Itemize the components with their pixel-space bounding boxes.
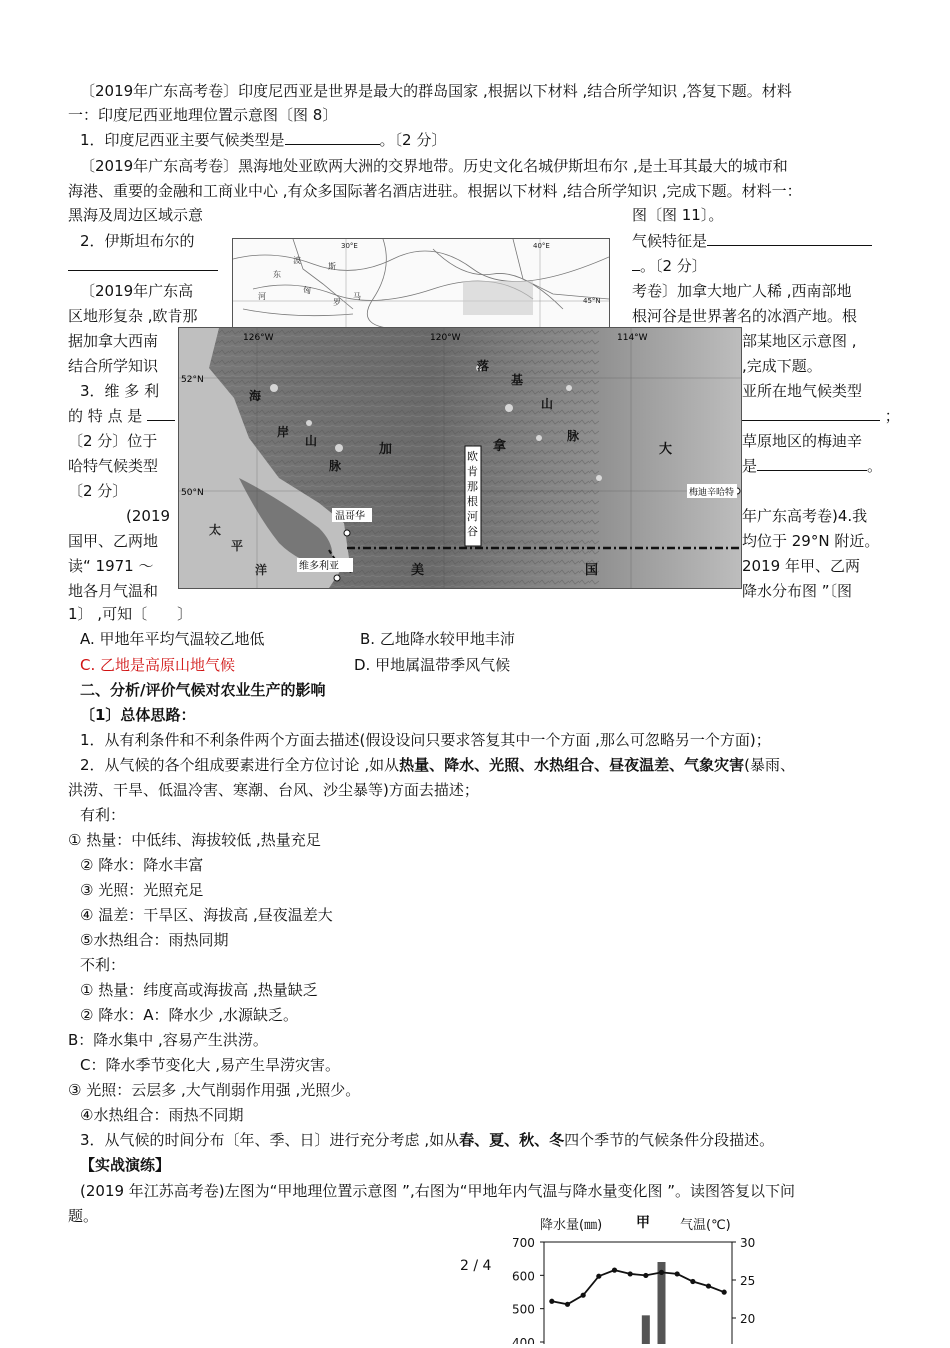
temperature-point [596, 1274, 601, 1279]
section2-p2d: 洪涝、干旱、低温冷害、寒潮、台风、沙尘暴等)方面去描述； [68, 781, 479, 799]
p3-text-bold: 春、夏、秋、冬 [459, 1131, 565, 1149]
temperature-point [628, 1271, 633, 1276]
q4-f: 2019 年甲、乙两 [742, 557, 860, 575]
q4-g: 地各月气温和 [68, 582, 159, 600]
q4-h: 降水分布图 ”〔图 [742, 582, 853, 600]
q3-c-text: 的 特 点 是 [68, 407, 143, 425]
temperature-point [690, 1279, 695, 1284]
option-b[interactable]: B. 乙地降水较甲地丰沛 [360, 630, 515, 648]
q2-part-b [632, 231, 872, 251]
valley-char-4: 根 [467, 495, 478, 508]
lat-52-label: 52°N [181, 375, 204, 385]
left-tick-label: 500 [512, 1302, 535, 1317]
canada-map-svg [179, 328, 741, 588]
canada-h: ,完成下题。 [742, 357, 822, 375]
temperature-point [722, 1290, 727, 1295]
label-ji: 基 [511, 373, 524, 387]
q2-part-c [632, 256, 707, 276]
p3-text-c: 四个季节的气候条件分段描述。 [564, 1131, 775, 1149]
favorable-heading: 有利： [80, 806, 126, 824]
unfavorable-5: ③ 光照：云层多 ,大气削弱作用强 ,光照少。 [68, 1081, 361, 1099]
favorable-5: ⑤水热组合：雨热同期 [80, 931, 229, 949]
chart-ylabel-right: 气温(℃) [680, 1218, 731, 1233]
place-char-3: 斯 [328, 262, 336, 271]
unfavorable-6: ④水热组合：雨热不同期 [80, 1106, 244, 1124]
q1-answer-blank[interactable] [285, 130, 380, 145]
question-1 [80, 130, 446, 150]
practice-line-2: 题。 [68, 1207, 99, 1225]
climate-chart [508, 1214, 778, 1344]
unfavorable-2: ② 降水：A：降水少 ,水源缺乏。 [80, 1006, 299, 1024]
label-shan2: 山 [541, 397, 554, 411]
q3-f: 草原地区的梅迪辛 [742, 432, 863, 450]
label-mai: 脉 [329, 459, 342, 473]
q3-h [742, 456, 882, 476]
q3-i-text: 。 [867, 457, 883, 475]
q3-b: 亚所在地气候类型 [742, 382, 863, 400]
q3-c [68, 406, 175, 426]
q4-a: (2019 [126, 507, 171, 525]
q2-b-text: 气候特征是 [632, 232, 708, 250]
place-char-4: 匈 [303, 286, 311, 295]
left-tick-label: 400 [512, 1336, 535, 1344]
chart-frame [544, 1242, 732, 1344]
canada-relief-map [178, 327, 742, 589]
unfavorable-4: C：降水季节变化大 ,易产生旱涝灾害。 [80, 1056, 341, 1074]
canada-e: 据加拿大西南 [68, 332, 159, 350]
q4-b: 年广东高考卷)4.我 [742, 507, 868, 525]
lon-40-label: 40°E [533, 242, 550, 250]
chart-title: 甲 [636, 1215, 650, 1231]
label-da: 大 [659, 442, 673, 457]
favorable-1: ① 热量：中低纬、海拔较低 ,热量充足 [68, 831, 321, 849]
section2-p1: 1．从有利条件和不利条件两个方面去描述(假设设问只要求答复其中一个方面 ,那么可忽略另一个方面)； [80, 731, 771, 749]
medicine-hat-label: 梅迪辛哈特 [689, 488, 735, 498]
temperature-point [675, 1271, 680, 1276]
label-an: 岸 [277, 425, 290, 439]
practice-line-1: (2019 年江苏高考卷)左图为“甲地理位置示意图 ”,右图为“甲地年内气温与降水量变化图 ”。读图答复以下问 [80, 1182, 796, 1200]
label-mai2: 脉 [567, 429, 580, 443]
canada-d: 根河谷是世界著名的冰酒产地。根 [632, 307, 858, 325]
temperature-point [643, 1273, 648, 1278]
black-sea-map [232, 238, 610, 330]
valley-char-6: 谷 [467, 525, 478, 538]
p2-text-c: (暴雨、 [744, 756, 795, 774]
q4-e: 读“ 1971 ～ [68, 557, 154, 575]
label-mei: 美 [411, 563, 425, 578]
q3-j: 〔2 分〕 [68, 482, 128, 500]
place-char-5: 罗 [333, 298, 341, 307]
label-ping: 平 [231, 539, 244, 553]
q3-blank-2[interactable] [742, 406, 880, 421]
q3-a: 3．维 多 利 [80, 382, 160, 400]
q4-c: 国甲、乙两地 [68, 532, 159, 550]
label-yang: 洋 [255, 563, 268, 577]
canada-b: 考卷〕加拿大地广人稀 ,西南部地 [632, 282, 852, 300]
q1-score: 。〔2 分〕 [379, 131, 447, 149]
victoria-label: 维多利亚 [299, 561, 339, 572]
label-tai: 太 [209, 523, 222, 537]
option-a[interactable]: A. 甲地年平均气温较乙地低 [80, 630, 265, 648]
valley-char-1: 欧 [467, 450, 478, 463]
canada-a: 〔2019年广东高 [80, 282, 194, 300]
label-hai: 海 [249, 389, 262, 403]
favorable-3: ③ 光照：光照充足 [80, 881, 204, 899]
q2-blank-2[interactable] [68, 256, 218, 271]
lat-45-label: 45°N [583, 297, 601, 305]
blacksea-line-1: 〔2019年广东高考卷〕黑海地处亚欧两大洲的交界地带。历史文化名城伊斯坦布尔 ,是土耳其最大的城市和 [80, 157, 788, 175]
section2-p2 [80, 755, 795, 775]
section2-sub: 〔1〕总体思路： [80, 706, 196, 724]
temperature-point [549, 1299, 554, 1304]
unfavorable-heading: 不利： [80, 956, 126, 974]
q2-part-a: 2．伊斯坦布尔的 [80, 232, 195, 250]
right-tick-label: 20 [740, 1312, 756, 1326]
page-number: 2 / 4 [460, 1258, 492, 1274]
q3-d [742, 406, 900, 426]
p3-text-a: 3．从气候的时间分布〔年、季、日〕进行充分考虑 ,如从 [80, 1131, 460, 1149]
lon-126-label: 126°W [243, 333, 274, 343]
blacksea-line-3b: 图〔图 11〕。 [632, 206, 724, 224]
lon-120-label: 120°W [430, 333, 461, 343]
q2-blank-3[interactable] [632, 256, 640, 271]
label-shan: 山 [305, 434, 318, 448]
section2-title: 二、分析/评价气候对农业生产的影响 [80, 681, 326, 699]
label-luo: 落 [477, 359, 490, 373]
temperature-point [581, 1293, 586, 1298]
q4-i: 1〕 ,可知〔 〕 [68, 605, 193, 623]
q3-e: 〔2 分〕位于 [68, 432, 158, 450]
intro-line-1: 〔2019年广东高考卷〕印度尼西亚是世界是最大的群岛国家 ,根据以下材料 ,结合所学知识 ,答复下题。材料 [80, 82, 792, 100]
option-d[interactable]: D. 甲地属温带季风气候 [354, 656, 511, 674]
vancouver-label: 温哥华 [335, 511, 365, 522]
place-char-6: 马 [353, 292, 361, 301]
valley-char-5: 河 [467, 510, 478, 523]
blacksea-line-3a: 黑海及周边区域示意 [68, 206, 204, 224]
q1-text: 1．印度尼西亚主要气候类型是 [80, 131, 285, 149]
valley-char-3: 那 [467, 480, 478, 493]
q2-blank-left [68, 256, 218, 276]
q2-c-text: 。〔2 分〕 [640, 257, 707, 275]
chart-ylabel-left: 降水量(㎜) [540, 1218, 603, 1233]
canada-c: 区地形复杂 ,欧肯那 [68, 307, 198, 325]
p2-text-bold: 热量、降水、光照、水热组合、昼夜温差、气象灾害 [399, 756, 745, 774]
practice-heading: 【实战演练】 [80, 1156, 171, 1174]
right-tick-label: 30 [740, 1236, 756, 1250]
lon-30-label: 30°E [341, 242, 358, 250]
q3-h-text: 是 [742, 457, 758, 475]
lat-50-label: 50°N [181, 488, 204, 498]
p2-text-a: 2．从气候的各个组成要素进行全方位讨论 ,如从 [80, 756, 400, 774]
label-jia: 加 [379, 442, 393, 457]
temperature-point [612, 1268, 617, 1273]
place-char-1: 波 [293, 256, 301, 265]
unfavorable-3: B：降水集中 ,容易产生洪涝。 [68, 1031, 268, 1049]
temperature-point [565, 1302, 570, 1307]
canada-f: 部某地区示意图 , [742, 332, 857, 350]
place-char-2: 东 [273, 270, 281, 279]
temperature-line [552, 1270, 724, 1304]
q3-blank-3[interactable] [757, 456, 867, 471]
canada-g: 结合所学知识 [68, 357, 159, 375]
unfavorable-1: ① 热量：纬度高或海拔高 ,热量缺乏 [80, 981, 318, 999]
left-tick-label: 700 [512, 1236, 535, 1250]
left-tick-label: 600 [512, 1269, 535, 1284]
label-na: 拿 [493, 439, 507, 454]
place-char-7: 河 [258, 292, 266, 301]
label-guo: 国 [585, 563, 599, 578]
lon-114-label: 114°W [617, 333, 648, 343]
black-sea-map-svg [233, 239, 609, 329]
q3-g: 哈特气候类型 [68, 457, 159, 475]
section2-p3 [80, 1130, 774, 1150]
q3-d-text: ； [884, 407, 900, 425]
climate-chart-svg [508, 1214, 778, 1344]
intro-line-2: 一：印度尼西亚地理位置示意图〔图 8〕 [68, 106, 338, 124]
option-c[interactable]: C. 乙地是高原山地气候 [80, 656, 236, 674]
blacksea-line-2: 海港、重要的金融和工商业中心 ,有众多国际著名酒店进驻。根据以下材料 ,结合所学知识 ,完成下题。材料一： [68, 182, 802, 200]
temperature-point [659, 1270, 664, 1275]
temperature-point [706, 1283, 711, 1288]
favorable-4: ④ 温差：干旱区、海拔高 ,昼夜温差大 [80, 906, 333, 924]
precip-bar [642, 1315, 650, 1344]
q2-blank-1[interactable] [707, 231, 872, 246]
valley-char-2: 肯 [467, 465, 478, 478]
q4-d: 均位于 29°N 附近。 [742, 532, 880, 550]
q3-blank-1[interactable] [147, 406, 175, 421]
right-tick-label: 25 [740, 1274, 756, 1288]
favorable-2: ② 降水：降水丰富 [80, 856, 204, 874]
